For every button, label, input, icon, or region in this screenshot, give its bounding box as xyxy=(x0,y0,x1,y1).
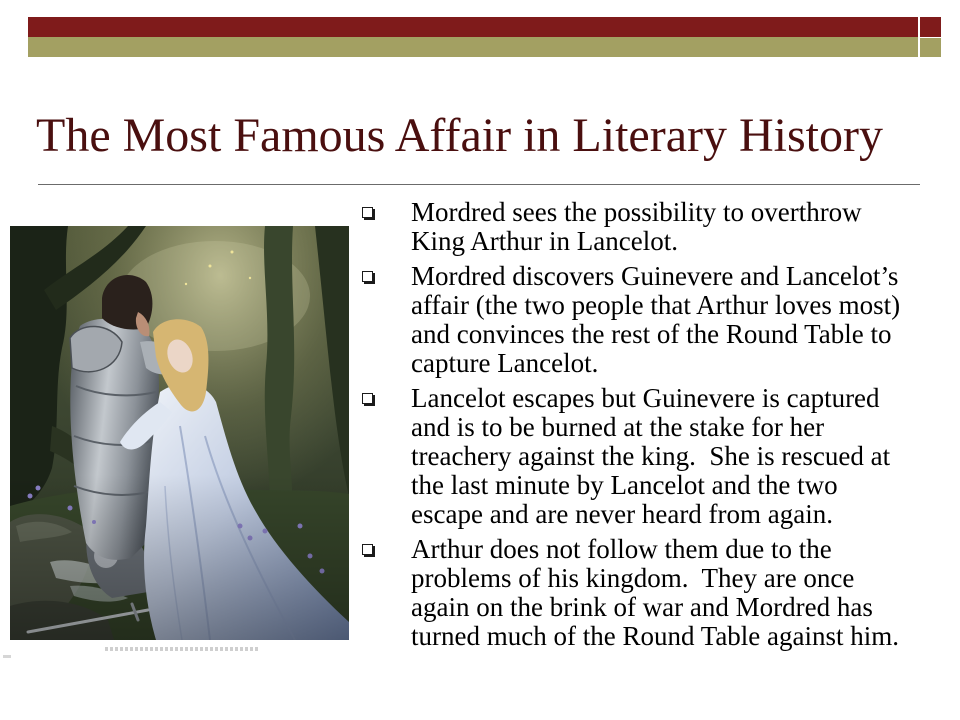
bullet-item xyxy=(356,198,936,256)
square-bullet-icon xyxy=(362,271,373,282)
title-divider xyxy=(38,184,920,185)
bullet-item xyxy=(356,535,936,651)
bullet-line: Arthur does not follow them due to the xyxy=(411,534,832,564)
bullet-line: again on the brink of war and Mordred has xyxy=(411,592,873,622)
bullet-line: Lancelot escapes but Guinevere is captured xyxy=(411,383,880,413)
bullet-line: treachery against the king. She is rescued at xyxy=(411,441,891,471)
bullet-line: capture Lancelot. xyxy=(411,348,599,378)
bullet-line: problems of his kingdom. They are once xyxy=(411,563,855,593)
square-bullet-icon xyxy=(362,544,373,555)
square-bullet-icon xyxy=(362,207,373,218)
bullet-line: Mordred discovers Guinevere and Lancelot’s xyxy=(411,261,899,291)
bullet-item xyxy=(356,262,936,378)
bullet-line: turned much of the Round Table against him. xyxy=(411,621,900,651)
painting-knight-and-lady xyxy=(10,226,349,640)
bullet-item xyxy=(356,384,936,529)
bullet-line: and convinces the rest of the Round Table to xyxy=(411,319,892,349)
header-bar-olive xyxy=(28,37,918,57)
painting-caption xyxy=(105,647,260,651)
bullet-line: escape and are never heard from again. xyxy=(411,499,834,529)
bullet-line: King Arthur in Lancelot. xyxy=(411,226,678,256)
bullet-line: affair (the two people that Arthur loves most) xyxy=(411,290,901,320)
square-bullet-icon xyxy=(362,393,373,404)
slide-title: The Most Famous Affair in Literary History xyxy=(36,109,883,162)
painting-vignette xyxy=(10,226,349,640)
corner-square-maroon xyxy=(920,17,941,37)
corner-square-olive xyxy=(920,38,941,57)
bullet-line: and is to be burned at the stake for her xyxy=(411,412,825,442)
bullet-line: the last minute by Lancelot and the two xyxy=(411,470,838,500)
bullet-line: Mordred sees the possibility to overthrow xyxy=(411,197,862,227)
painting-corner-mark xyxy=(3,655,11,658)
bullet-list xyxy=(356,198,936,651)
header-bar-maroon xyxy=(28,17,918,37)
